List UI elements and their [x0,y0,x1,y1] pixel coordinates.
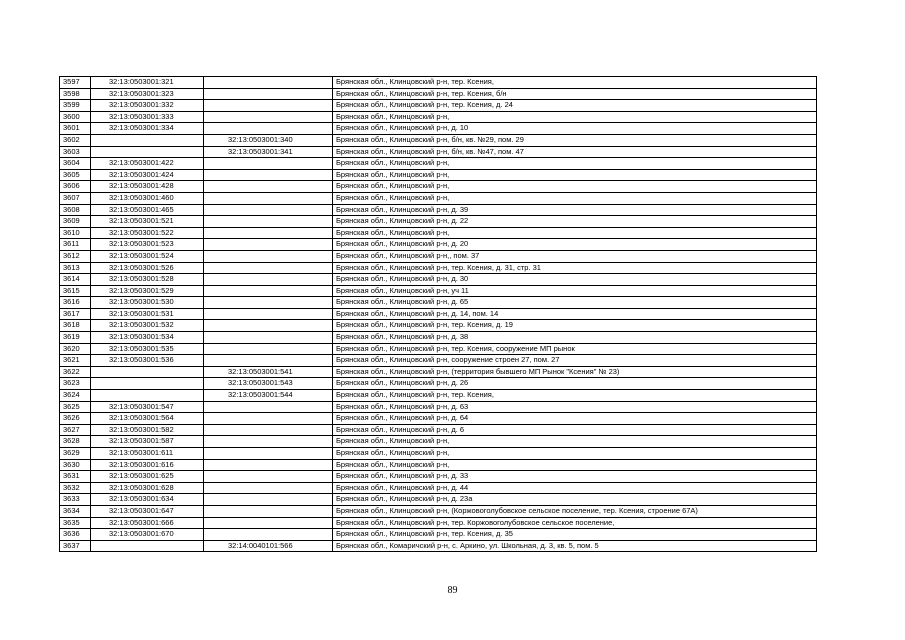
related-cadastral-number-cell: 32:13:0503001:340 [204,134,333,146]
table-row [60,169,817,181]
related-cadastral-number-cell: 32:13:0503001:544 [204,390,333,402]
address-cell: Брянская обл., Комаричский р-н, с. Аркино, ул. Школьная, д. 3, кв. 5, пом. 5 [333,540,817,552]
related-cadastral-number-cell [204,529,333,541]
cadastral-number-cell: 32:13:0503001:333 [91,111,204,123]
cadastral-number-cell: 32:13:0503001:634 [91,494,204,506]
row-number-cell: 3620 [60,343,91,355]
address-cell: Брянская обл., Клинцовский р-н, [333,459,817,471]
table-row [60,401,817,413]
registry-table [59,76,817,552]
table-row [60,540,817,552]
table-row [60,216,817,228]
related-cadastral-number-cell [204,88,333,100]
cadastral-number-cell: 32:13:0503001:534 [91,332,204,344]
table-row [60,192,817,204]
address-cell: Брянская обл., Клинцовский р-н, тер. Ксения, д. 35 [333,529,817,541]
row-number-cell: 3601 [60,123,91,135]
cadastral-number-cell [91,390,204,402]
cadastral-number-cell: 32:13:0503001:323 [91,88,204,100]
cadastral-number-cell: 32:13:0503001:522 [91,227,204,239]
page-number: 89 [447,585,458,596]
address-cell: Брянская обл., Клинцовский р-н, д. 64 [333,413,817,425]
table-row [60,297,817,309]
cadastral-number-cell [91,378,204,390]
related-cadastral-number-cell: 32:13:0503001:543 [204,378,333,390]
cadastral-number-cell: 32:13:0503001:582 [91,424,204,436]
related-cadastral-number-cell [204,181,333,193]
address-cell: Брянская обл., Клинцовский р-н, сооружение строен 27, пом. 27 [333,355,817,367]
table-row [60,459,817,471]
cadastral-number-cell: 32:13:0503001:524 [91,250,204,262]
cadastral-number-cell: 32:13:0503001:460 [91,192,204,204]
table-row [60,204,817,216]
row-number-cell: 3605 [60,169,91,181]
cadastral-number-cell: 32:13:0503001:526 [91,262,204,274]
address-cell: Брянская обл., Клинцовский р-н, б/н, кв. №47, пом. 47 [333,146,817,158]
row-number-cell: 3634 [60,505,91,517]
cadastral-number-cell: 32:13:0503001:532 [91,320,204,332]
cadastral-number-cell: 32:13:0503001:523 [91,239,204,251]
table-row [60,424,817,436]
address-cell: Брянская обл., Клинцовский р-н, д. 6 [333,424,817,436]
related-cadastral-number-cell [204,123,333,135]
table-row [60,100,817,112]
address-cell: Брянская обл., Клинцовский р-н, д. 22 [333,216,817,228]
cadastral-number-cell: 32:13:0503001:666 [91,517,204,529]
row-number-cell: 3600 [60,111,91,123]
row-number-cell: 3619 [60,332,91,344]
row-number-cell: 3598 [60,88,91,100]
row-number-cell: 3602 [60,134,91,146]
cadastral-number-cell: 32:13:0503001:535 [91,343,204,355]
address-cell: Брянская обл., Клинцовский р-н, д. 33 [333,471,817,483]
cadastral-number-cell: 32:13:0503001:465 [91,204,204,216]
cadastral-number-cell: 32:13:0503001:531 [91,308,204,320]
related-cadastral-number-cell: 32:14:0040101:566 [204,540,333,552]
related-cadastral-number-cell [204,343,333,355]
address-cell: Брянская обл., Клинцовский р-н, д. 20 [333,239,817,251]
related-cadastral-number-cell: 32:13:0503001:341 [204,146,333,158]
registry-table-body [60,77,817,552]
row-number-cell: 3636 [60,529,91,541]
cadastral-number-cell: 32:13:0503001:528 [91,274,204,286]
row-number-cell: 3625 [60,401,91,413]
row-number-cell: 3608 [60,204,91,216]
address-cell: Брянская обл., Клинцовский р-н, д. 38 [333,332,817,344]
table-row [60,239,817,251]
row-number-cell: 3615 [60,285,91,297]
table-row [60,77,817,89]
row-number-cell: 3626 [60,413,91,425]
cadastral-number-cell: 32:13:0503001:536 [91,355,204,367]
cadastral-number-cell: 32:13:0503001:616 [91,459,204,471]
related-cadastral-number-cell [204,285,333,297]
address-cell: Брянская обл., Клинцовский р-н, [333,111,817,123]
table-row [60,482,817,494]
row-number-cell: 3613 [60,262,91,274]
row-number-cell: 3617 [60,308,91,320]
row-number-cell: 3624 [60,390,91,402]
cadastral-number-cell: 32:13:0503001:321 [91,77,204,89]
table-row [60,343,817,355]
address-cell: Брянская обл., Клинцовский р-н, [333,192,817,204]
address-cell: Брянская обл., Клинцовский р-н, д. 14, пом. 14 [333,308,817,320]
related-cadastral-number-cell [204,436,333,448]
address-cell: Брянская обл., Клинцовский р-н,, пом. 37 [333,250,817,262]
row-number-cell: 3611 [60,239,91,251]
table-row [60,471,817,483]
row-number-cell: 3609 [60,216,91,228]
table-row [60,146,817,158]
row-number-cell: 3632 [60,482,91,494]
address-cell: Брянская обл., Клинцовский р-н, д. 30 [333,274,817,286]
related-cadastral-number-cell [204,204,333,216]
related-cadastral-number-cell [204,262,333,274]
address-cell: Брянская обл., Клинцовский р-н, тер. Ксения, д. 24 [333,100,817,112]
table-row [60,227,817,239]
table-row [60,250,817,262]
related-cadastral-number-cell [204,169,333,181]
row-number-cell: 3604 [60,158,91,170]
address-cell: Брянская обл., Клинцовский р-н, [333,448,817,460]
table-row [60,494,817,506]
row-number-cell: 3614 [60,274,91,286]
cadastral-number-cell [91,540,204,552]
row-number-cell: 3612 [60,250,91,262]
address-cell: Брянская обл., Клинцовский р-н, (территория бывшего МП Рынок "Ксения" № 23) [333,366,817,378]
row-number-cell: 3633 [60,494,91,506]
related-cadastral-number-cell: 32:13:0503001:541 [204,366,333,378]
related-cadastral-number-cell [204,413,333,425]
address-cell: Брянская обл., Клинцовский р-н, тер. Ксения, д. 19 [333,320,817,332]
row-number-cell: 3629 [60,448,91,460]
address-cell: Брянская обл., Клинцовский р-н, тер. Коржовоголубовское сельское поселение, [333,517,817,529]
related-cadastral-number-cell [204,424,333,436]
related-cadastral-number-cell [204,332,333,344]
address-cell: Брянская обл., Клинцовский р-н, (Коржовоголубовское сельское поселение, тер. Ксения, строение 67А) [333,505,817,517]
row-number-cell: 3627 [60,424,91,436]
row-number-cell: 3606 [60,181,91,193]
row-number-cell: 3623 [60,378,91,390]
table-row [60,285,817,297]
row-number-cell: 3597 [60,77,91,89]
row-number-cell: 3618 [60,320,91,332]
cadastral-number-cell: 32:13:0503001:332 [91,100,204,112]
cadastral-number-cell: 32:13:0503001:611 [91,448,204,460]
address-cell: Брянская обл., Клинцовский р-н, д. 23а [333,494,817,506]
related-cadastral-number-cell [204,158,333,170]
related-cadastral-number-cell [204,239,333,251]
cadastral-number-cell: 32:13:0503001:521 [91,216,204,228]
cadastral-number-cell: 32:13:0503001:529 [91,285,204,297]
cadastral-number-cell: 32:13:0503001:428 [91,181,204,193]
address-cell: Брянская обл., Клинцовский р-н, [333,181,817,193]
table-row [60,308,817,320]
related-cadastral-number-cell [204,216,333,228]
row-number-cell: 3599 [60,100,91,112]
row-number-cell: 3610 [60,227,91,239]
related-cadastral-number-cell [204,250,333,262]
address-cell: Брянская обл., Клинцовский р-н, тер. Ксения, б/н [333,88,817,100]
related-cadastral-number-cell [204,308,333,320]
address-cell: Брянская обл., Клинцовский р-н, д. 44 [333,482,817,494]
related-cadastral-number-cell [204,192,333,204]
table-row [60,378,817,390]
row-number-cell: 3621 [60,355,91,367]
related-cadastral-number-cell [204,320,333,332]
table-row [60,413,817,425]
table-row [60,366,817,378]
address-cell: Брянская обл., Клинцовский р-н, уч 11 [333,285,817,297]
row-number-cell: 3628 [60,436,91,448]
cadastral-number-cell: 32:13:0503001:547 [91,401,204,413]
row-number-cell: 3622 [60,366,91,378]
cadastral-number-cell: 32:13:0503001:530 [91,297,204,309]
related-cadastral-number-cell [204,494,333,506]
related-cadastral-number-cell [204,459,333,471]
table-row [60,158,817,170]
address-cell: Брянская обл., Клинцовский р-н, д. 10 [333,123,817,135]
related-cadastral-number-cell [204,505,333,517]
table-row [60,274,817,286]
related-cadastral-number-cell [204,77,333,89]
address-cell: Брянская обл., Клинцовский р-н, тер. Ксения, сооружение МП рынок [333,343,817,355]
table-row [60,181,817,193]
cadastral-number-cell: 32:13:0503001:334 [91,123,204,135]
cadastral-number-cell: 32:13:0503001:625 [91,471,204,483]
related-cadastral-number-cell [204,100,333,112]
address-cell: Брянская обл., Клинцовский р-н, тер. Ксения, д. 31, стр. 31 [333,262,817,274]
cadastral-number-cell: 32:13:0503001:564 [91,413,204,425]
table-row [60,448,817,460]
related-cadastral-number-cell [204,227,333,239]
related-cadastral-number-cell [204,274,333,286]
table-row [60,390,817,402]
related-cadastral-number-cell [204,297,333,309]
address-cell: Брянская обл., Клинцовский р-н, д. 26 [333,378,817,390]
row-number-cell: 3603 [60,146,91,158]
table-row [60,355,817,367]
table-row [60,529,817,541]
address-cell: Брянская обл., Клинцовский р-н, д. 65 [333,297,817,309]
table-row [60,123,817,135]
related-cadastral-number-cell [204,355,333,367]
row-number-cell: 3637 [60,540,91,552]
row-number-cell: 3616 [60,297,91,309]
cadastral-number-cell: 32:13:0503001:422 [91,158,204,170]
table-row [60,332,817,344]
table-row [60,111,817,123]
address-cell: Брянская обл., Клинцовский р-н, тер. Ксения, [333,390,817,402]
cadastral-number-cell: 32:13:0503001:647 [91,505,204,517]
cadastral-number-cell: 32:13:0503001:587 [91,436,204,448]
address-cell: Брянская обл., Клинцовский р-н, [333,227,817,239]
related-cadastral-number-cell [204,111,333,123]
address-cell: Брянская обл., Клинцовский р-н, [333,436,817,448]
address-cell: Брянская обл., Клинцовский р-н, тер. Ксения, [333,77,817,89]
related-cadastral-number-cell [204,517,333,529]
related-cadastral-number-cell [204,482,333,494]
cadastral-number-cell [91,134,204,146]
address-cell: Брянская обл., Клинцовский р-н, [333,169,817,181]
cadastral-number-cell: 32:13:0503001:628 [91,482,204,494]
row-number-cell: 3607 [60,192,91,204]
address-cell: Брянская обл., Клинцовский р-н, д. 39 [333,204,817,216]
table-row [60,262,817,274]
row-number-cell: 3631 [60,471,91,483]
row-number-cell: 3630 [60,459,91,471]
table-row [60,436,817,448]
cadastral-number-cell: 32:13:0503001:670 [91,529,204,541]
address-cell: Брянская обл., Клинцовский р-н, д. 63 [333,401,817,413]
table-row [60,88,817,100]
cadastral-number-cell: 32:13:0503001:424 [91,169,204,181]
table-row [60,320,817,332]
table-row [60,134,817,146]
row-number-cell: 3635 [60,517,91,529]
table-row [60,505,817,517]
related-cadastral-number-cell [204,448,333,460]
cadastral-number-cell [91,366,204,378]
table-row [60,517,817,529]
address-cell: Брянская обл., Клинцовский р-н, б/н, кв. №29, пом. 29 [333,134,817,146]
related-cadastral-number-cell [204,401,333,413]
address-cell: Брянская обл., Клинцовский р-н, [333,158,817,170]
related-cadastral-number-cell [204,471,333,483]
cadastral-number-cell [91,146,204,158]
